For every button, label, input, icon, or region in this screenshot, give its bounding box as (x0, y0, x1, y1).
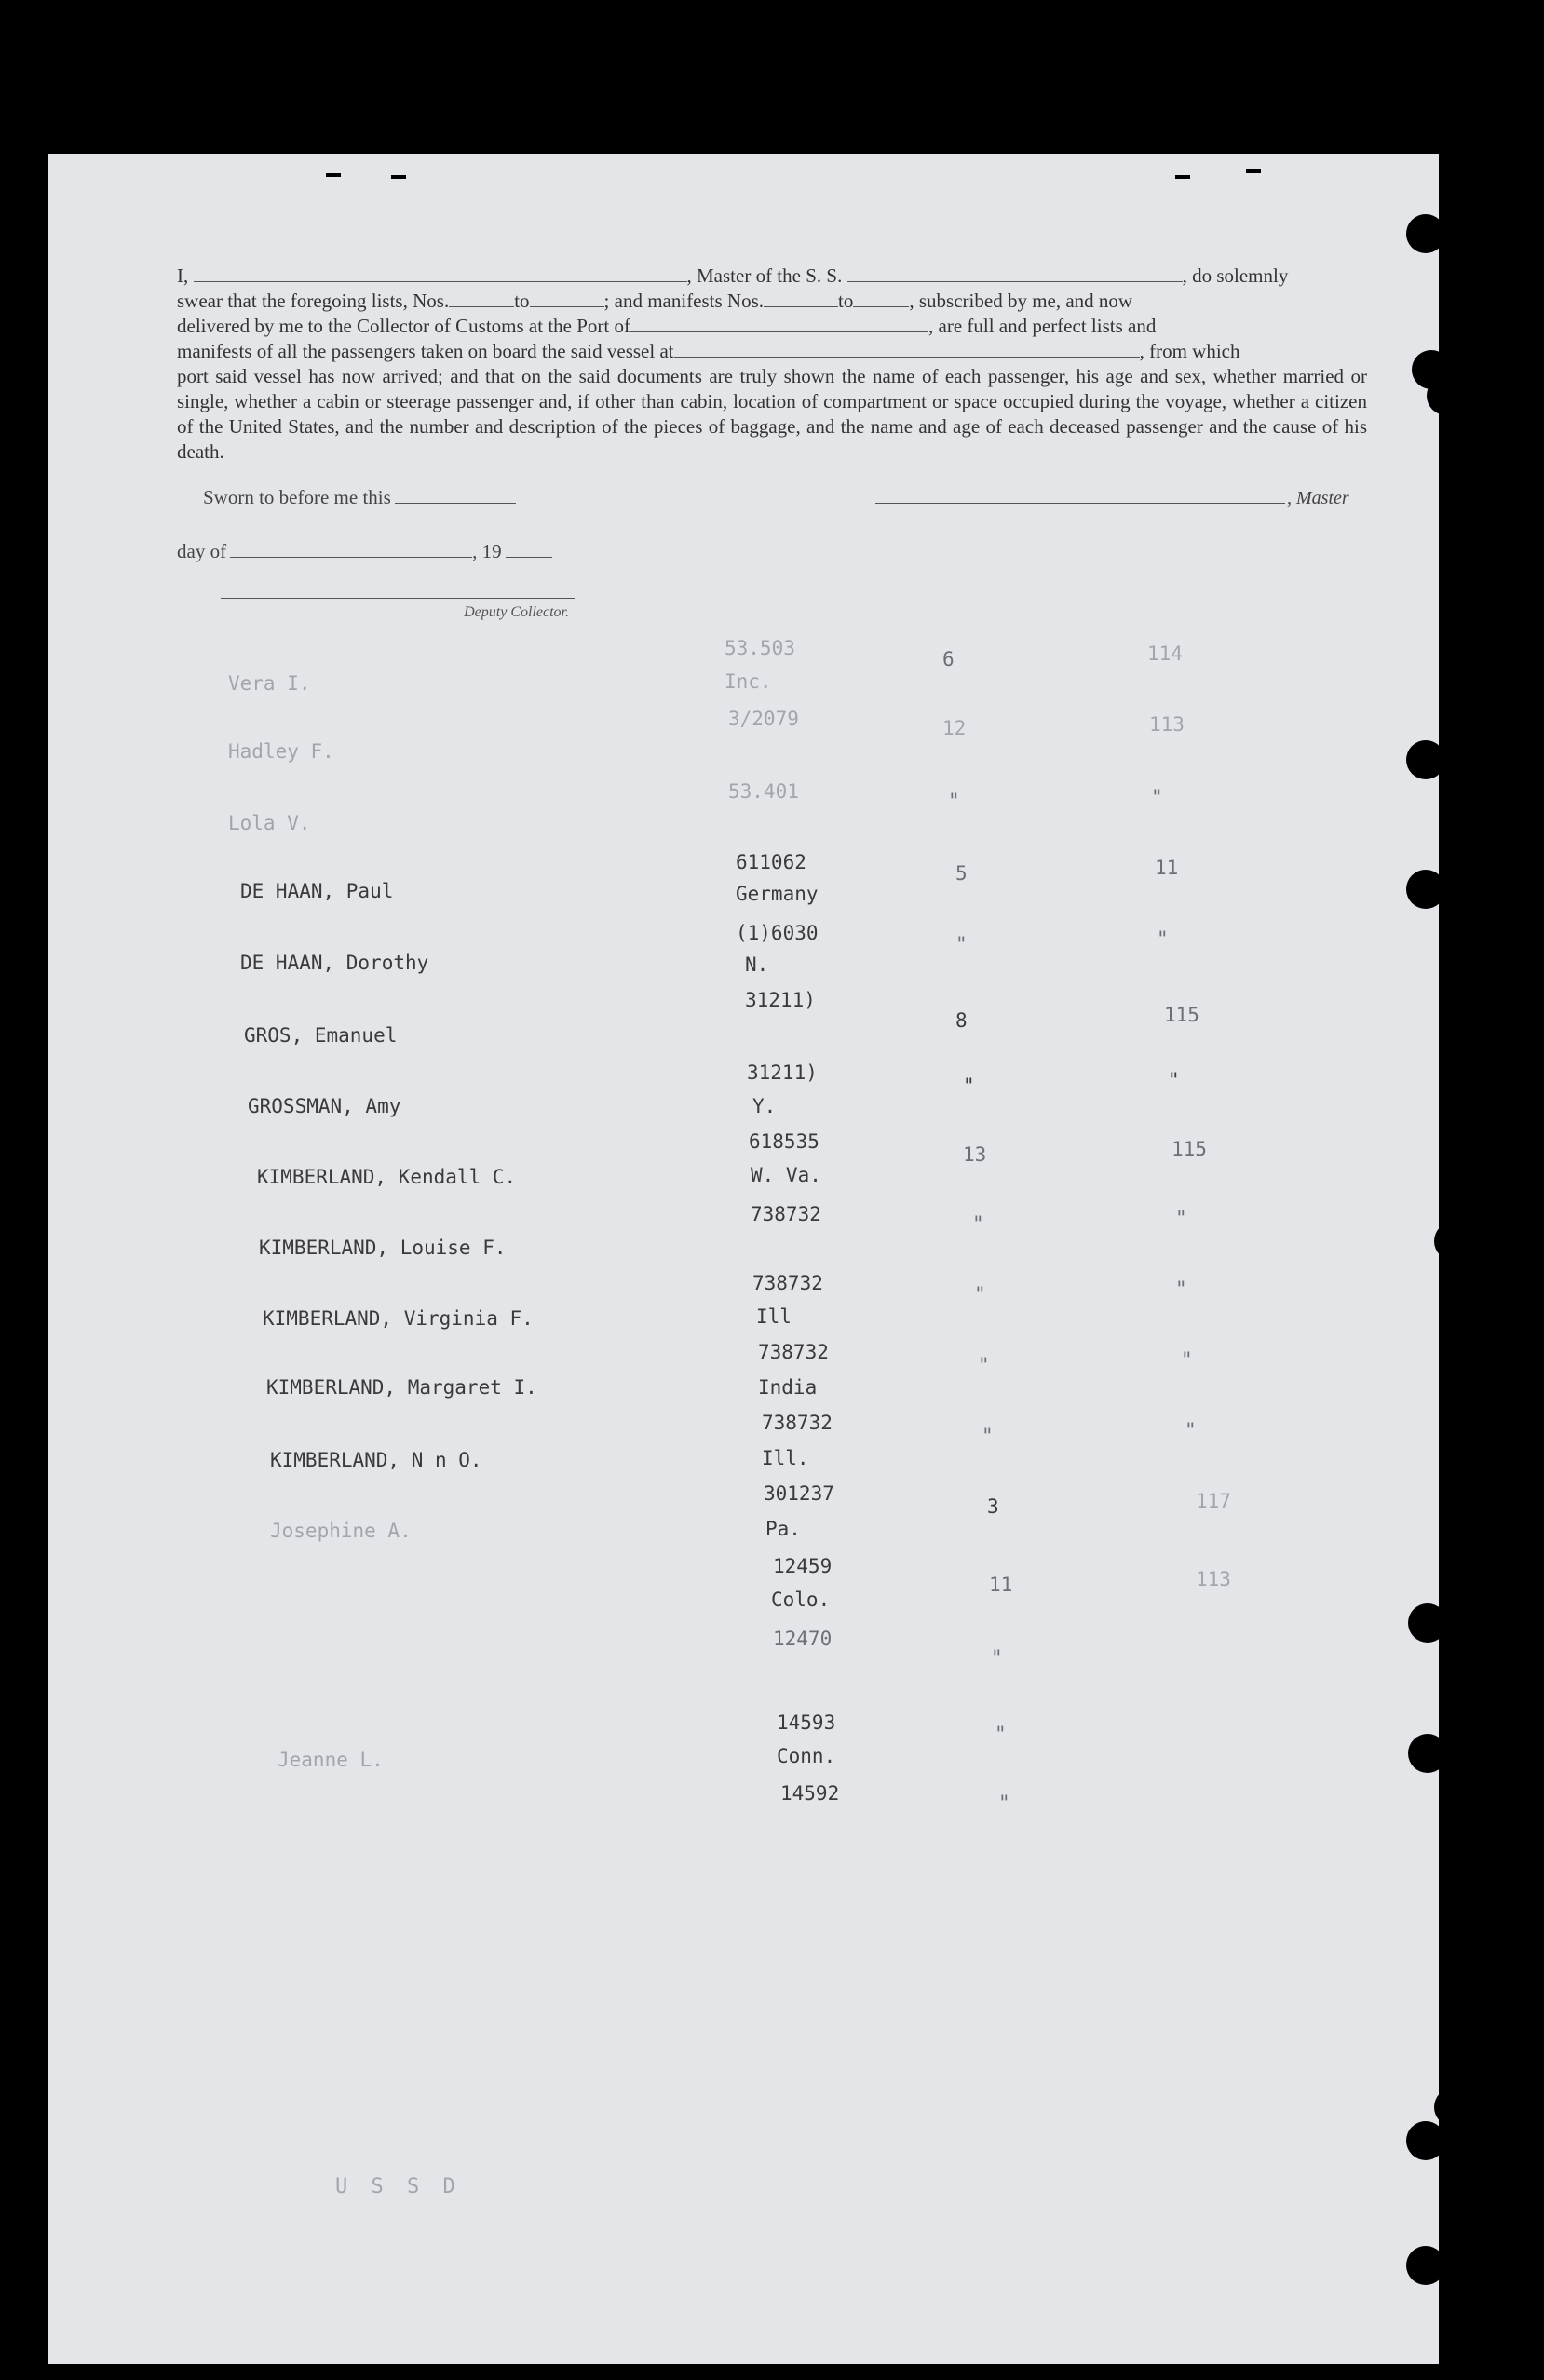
day-of-label: day of (177, 540, 227, 562)
certificate-number: 12470 (773, 1628, 833, 1650)
certificate-number: 12459 (773, 1555, 833, 1577)
column-value: 6 (942, 648, 955, 670)
passenger-name: Hadley F. (228, 740, 334, 763)
origin: Colo. (771, 1589, 831, 1611)
certificate-number: 738732 (758, 1341, 829, 1363)
punch-hole (1434, 1222, 1473, 1261)
passenger-name: KIMBERLAND, N n O. (270, 1449, 482, 1471)
sworn-text (203, 486, 516, 509)
column-value: 3 (987, 1495, 999, 1518)
certificate-number: 31211) (745, 989, 816, 1011)
punch-hole (1406, 740, 1445, 779)
sworn-label: Sworn to before me this (203, 486, 391, 508)
column-value: " (1168, 1069, 1180, 1091)
column-value: " (991, 1646, 1003, 1669)
column-value: " (978, 1354, 990, 1376)
column-value: 11 (989, 1574, 1013, 1596)
origin: Pa. (765, 1518, 801, 1540)
certificate-number: 53.503 (725, 637, 795, 659)
passenger-name: KIMBERLAND, Virginia F. (263, 1307, 534, 1330)
column-value: 113 (1196, 1568, 1231, 1590)
column-value: " (963, 1075, 975, 1097)
text-delivered: delivered by me to the Collector of Customs at the Port of (177, 315, 630, 337)
column-value: 11 (1155, 857, 1179, 879)
column-value: " (982, 1425, 994, 1447)
punch-hole (1427, 376, 1466, 415)
scan-mark (391, 175, 406, 179)
text-subscribed: , subscribed by me, and now (909, 290, 1133, 312)
passenger-name: Jeanne L. (278, 1749, 384, 1771)
certificate-number: 53.401 (728, 780, 799, 803)
deputy-collector-line (221, 598, 575, 620)
column-value: " (995, 1723, 1007, 1745)
column-value: " (998, 1792, 1010, 1814)
text-full-perfect: , are full and perfect lists and (928, 315, 1157, 337)
column-value: " (974, 1283, 986, 1305)
text-from-which: , from which (1139, 340, 1240, 362)
column-value: 13 (963, 1143, 987, 1166)
deputy-collector-label: Deputy Collector. (464, 604, 569, 620)
column-value: " (955, 933, 968, 955)
column-value: 12 (942, 717, 967, 739)
certificate-number: 301237 (764, 1482, 834, 1505)
passenger-name: GROS, Emanuel (244, 1024, 398, 1047)
text-manifests-nos: ; and manifests Nos. (603, 290, 765, 312)
column-value: 8 (955, 1009, 968, 1032)
certificate-number: 3/2079 (728, 708, 799, 730)
column-value: " (948, 790, 960, 812)
scan-mark (1246, 169, 1261, 173)
text-to: to (838, 290, 854, 312)
column-value: 114 (1147, 642, 1183, 665)
footer-text: U S S D (335, 2175, 461, 2198)
text-master-of-ss: , Master of the S. S. (686, 264, 843, 287)
text-to: to (514, 290, 530, 312)
column-value: 115 (1164, 1004, 1199, 1026)
column-value: 5 (955, 862, 968, 885)
declaration-body: port said vessel has now arrived; and that on the said documents are truly shown the name of each passenger, his age and sex, whether married or single, whether a cabin or steerage passenger and, if other than cabin, location of compartment or space occupied during the voyage, whether a citizen of the United States, and the number and description of the pieces of baggage, and the name and age of each deceased passenger and the cause of his death. (177, 365, 1367, 463)
punch-hole (1406, 214, 1445, 253)
passenger-name: GROSSMAN, Amy (248, 1095, 401, 1117)
year-label: , 19 (472, 540, 502, 562)
origin: Germany (736, 883, 819, 905)
text-swear-lists: swear that the foregoing lists, Nos. (177, 290, 450, 312)
punch-hole (1408, 1603, 1447, 1643)
origin: N. (745, 953, 769, 976)
scan-mark (1175, 175, 1190, 179)
origin: India (758, 1376, 818, 1399)
column-value: " (1175, 1207, 1187, 1229)
origin: W. Va. (751, 1164, 821, 1186)
column-value: 117 (1196, 1490, 1231, 1512)
certificate-number: 738732 (762, 1412, 833, 1434)
passenger-name: KIMBERLAND, Louise F. (259, 1237, 507, 1259)
certificate-number: 738732 (752, 1272, 823, 1294)
master-label: , Master (1287, 488, 1349, 508)
origin: Ill (756, 1305, 792, 1328)
origin: Ill. (762, 1447, 809, 1469)
column-value: 113 (1149, 713, 1185, 736)
punch-hole (1406, 870, 1445, 909)
column-value: " (1185, 1419, 1197, 1441)
punch-hole (1406, 2121, 1445, 2160)
origin: Inc. (725, 670, 772, 693)
passenger-name: KIMBERLAND, Margaret I. (266, 1376, 537, 1399)
passenger-name: Josephine A. (270, 1520, 412, 1542)
passenger-name: Lola V. (228, 812, 311, 834)
scan-mark (326, 173, 341, 177)
text-i: I, (177, 264, 189, 287)
certificate-number: 14592 (780, 1782, 840, 1805)
certificate-number: 618535 (749, 1130, 819, 1153)
column-value: " (1181, 1348, 1193, 1371)
punch-hole (1406, 2246, 1445, 2285)
text-manifests-vessel: manifests of all the passengers taken on board the said vessel at (177, 340, 674, 362)
master-signature-line (875, 503, 1285, 504)
oath-declaration (177, 264, 1367, 465)
punch-hole (1408, 1734, 1447, 1773)
certificate-number: (1)6030 (736, 922, 819, 944)
certificate-number: 738732 (751, 1203, 821, 1225)
text-do-solemnly: , do solemnly (1182, 264, 1289, 287)
column-value: " (1151, 786, 1163, 808)
punch-hole (1434, 2088, 1473, 2127)
passenger-name: Vera I. (228, 672, 311, 695)
origin: Conn. (777, 1745, 836, 1767)
certificate-number: 14593 (777, 1711, 836, 1734)
passenger-name: DE HAAN, Paul (240, 880, 394, 902)
origin: Y. (752, 1095, 777, 1117)
passenger-name: DE HAAN, Dorothy (240, 952, 429, 974)
column-value: " (1175, 1278, 1187, 1300)
column-value: 115 (1172, 1138, 1207, 1160)
certificate-number: 31211) (747, 1062, 818, 1084)
column-value: " (972, 1212, 984, 1235)
day-of-line (177, 540, 552, 563)
column-value: " (1157, 927, 1169, 950)
certificate-number: 611062 (736, 851, 806, 873)
passenger-name: KIMBERLAND, Kendall C. (257, 1166, 517, 1188)
